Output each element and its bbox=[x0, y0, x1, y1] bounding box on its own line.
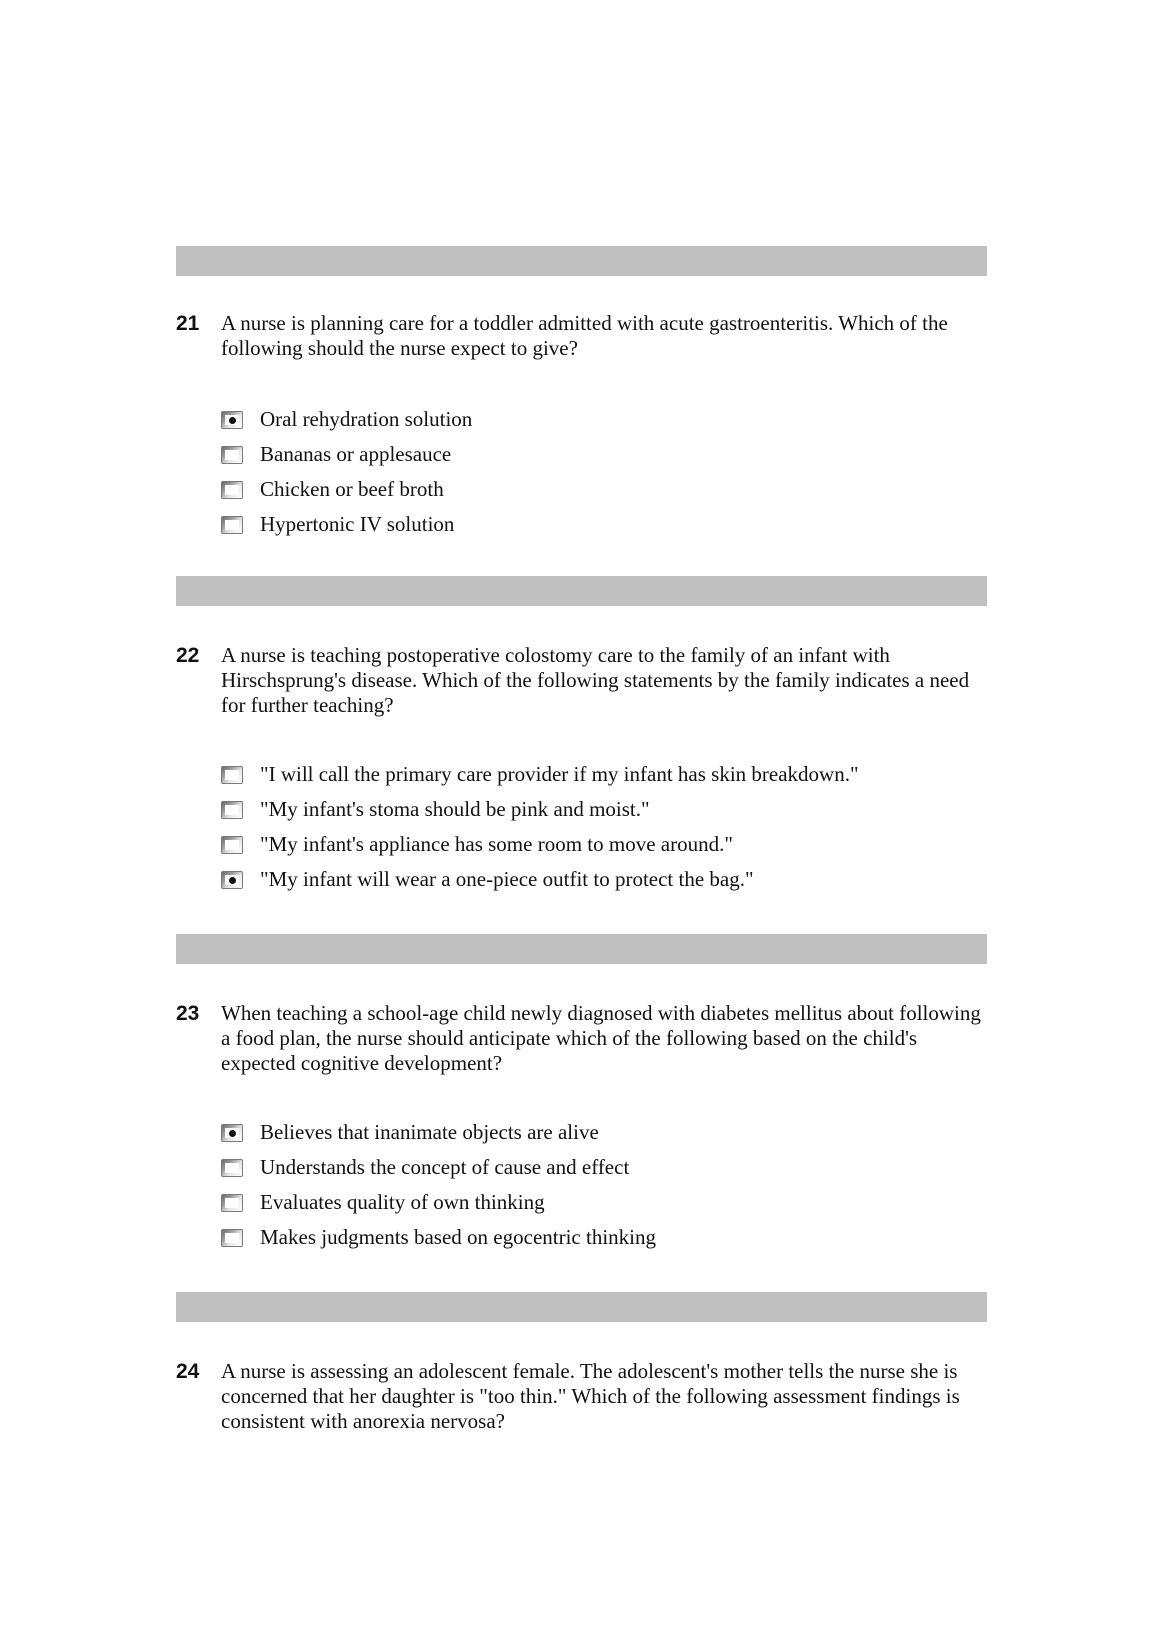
radio-icon[interactable] bbox=[221, 766, 243, 784]
answer-option[interactable] bbox=[221, 792, 859, 827]
answer-option[interactable] bbox=[221, 507, 472, 542]
option-label: "My infant will wear a one-piece outfit to protect the bag." bbox=[260, 867, 754, 891]
option-label: Understands the concept of cause and effect bbox=[260, 1155, 630, 1179]
option-label: Oral rehydration solution bbox=[260, 407, 473, 431]
option-label: "I will call the primary care provider if my infant has skin breakdown." bbox=[260, 762, 859, 786]
option-label: Makes judgments based on egocentric thinking bbox=[260, 1225, 656, 1249]
answer-option[interactable] bbox=[221, 472, 472, 507]
radio-icon[interactable] bbox=[221, 836, 243, 854]
option-label: "My infant's appliance has some room to move around." bbox=[260, 832, 733, 856]
answer-options bbox=[221, 1115, 656, 1255]
section-divider bbox=[176, 934, 987, 964]
radio-icon[interactable] bbox=[221, 481, 243, 499]
radio-icon[interactable] bbox=[221, 801, 243, 819]
option-label: Believes that inanimate objects are alive bbox=[260, 1120, 599, 1144]
section-divider bbox=[176, 576, 987, 606]
option-label: "My infant's stoma should be pink and moist." bbox=[260, 797, 650, 821]
radio-icon[interactable] bbox=[221, 1229, 243, 1247]
question-text: A nurse is teaching postoperative colostomy care to the family of an infant with Hirschsprung's disease. Which of the following statements by the family indicates a need for further teaching? bbox=[221, 643, 970, 717]
answer-option[interactable] bbox=[221, 827, 859, 862]
question-number: 24 bbox=[176, 1360, 200, 1383]
radio-icon[interactable] bbox=[221, 1194, 243, 1212]
option-label: Hypertonic IV solution bbox=[260, 512, 455, 536]
answer-option[interactable] bbox=[221, 1150, 656, 1185]
radio-selected-icon[interactable] bbox=[221, 1124, 243, 1142]
radio-selected-icon[interactable] bbox=[221, 871, 243, 889]
question-number: 21 bbox=[176, 312, 200, 335]
answer-option[interactable] bbox=[221, 757, 859, 792]
answer-option[interactable] bbox=[221, 1115, 656, 1150]
radio-icon[interactable] bbox=[221, 446, 243, 464]
radio-selected-icon[interactable] bbox=[221, 411, 243, 429]
section-divider bbox=[176, 1292, 987, 1322]
question-text: A nurse is assessing an adolescent female. The adolescent's mother tells the nurse she is concerned that her daughter is "too thin." Which of the following assessment findings is consistent with anorexia nervosa? bbox=[221, 1359, 960, 1433]
answer-option[interactable] bbox=[221, 862, 859, 897]
option-label: Chicken or beef broth bbox=[260, 477, 444, 501]
option-label: Evaluates quality of own thinking bbox=[260, 1190, 545, 1214]
section-divider bbox=[176, 246, 987, 276]
answer-option[interactable] bbox=[221, 437, 472, 472]
question-number: 22 bbox=[176, 644, 200, 667]
radio-icon[interactable] bbox=[221, 516, 243, 534]
question-text: When teaching a school-age child newly diagnosed with diabetes mellitus about following a food plan, the nurse should anticipate which of the following based on the child's expected cognitive development? bbox=[221, 1001, 981, 1075]
radio-icon[interactable] bbox=[221, 1159, 243, 1177]
answer-options bbox=[221, 402, 472, 542]
option-label: Bananas or applesauce bbox=[260, 442, 452, 466]
question-number: 23 bbox=[176, 1002, 200, 1025]
answer-option[interactable] bbox=[221, 1185, 656, 1220]
answer-option[interactable] bbox=[221, 1220, 656, 1255]
answer-options bbox=[221, 757, 859, 897]
answer-option[interactable] bbox=[221, 402, 472, 437]
question-text: A nurse is planning care for a toddler admitted with acute gastroenteritis. Which of the following should the nurse expect to give? bbox=[221, 311, 948, 360]
